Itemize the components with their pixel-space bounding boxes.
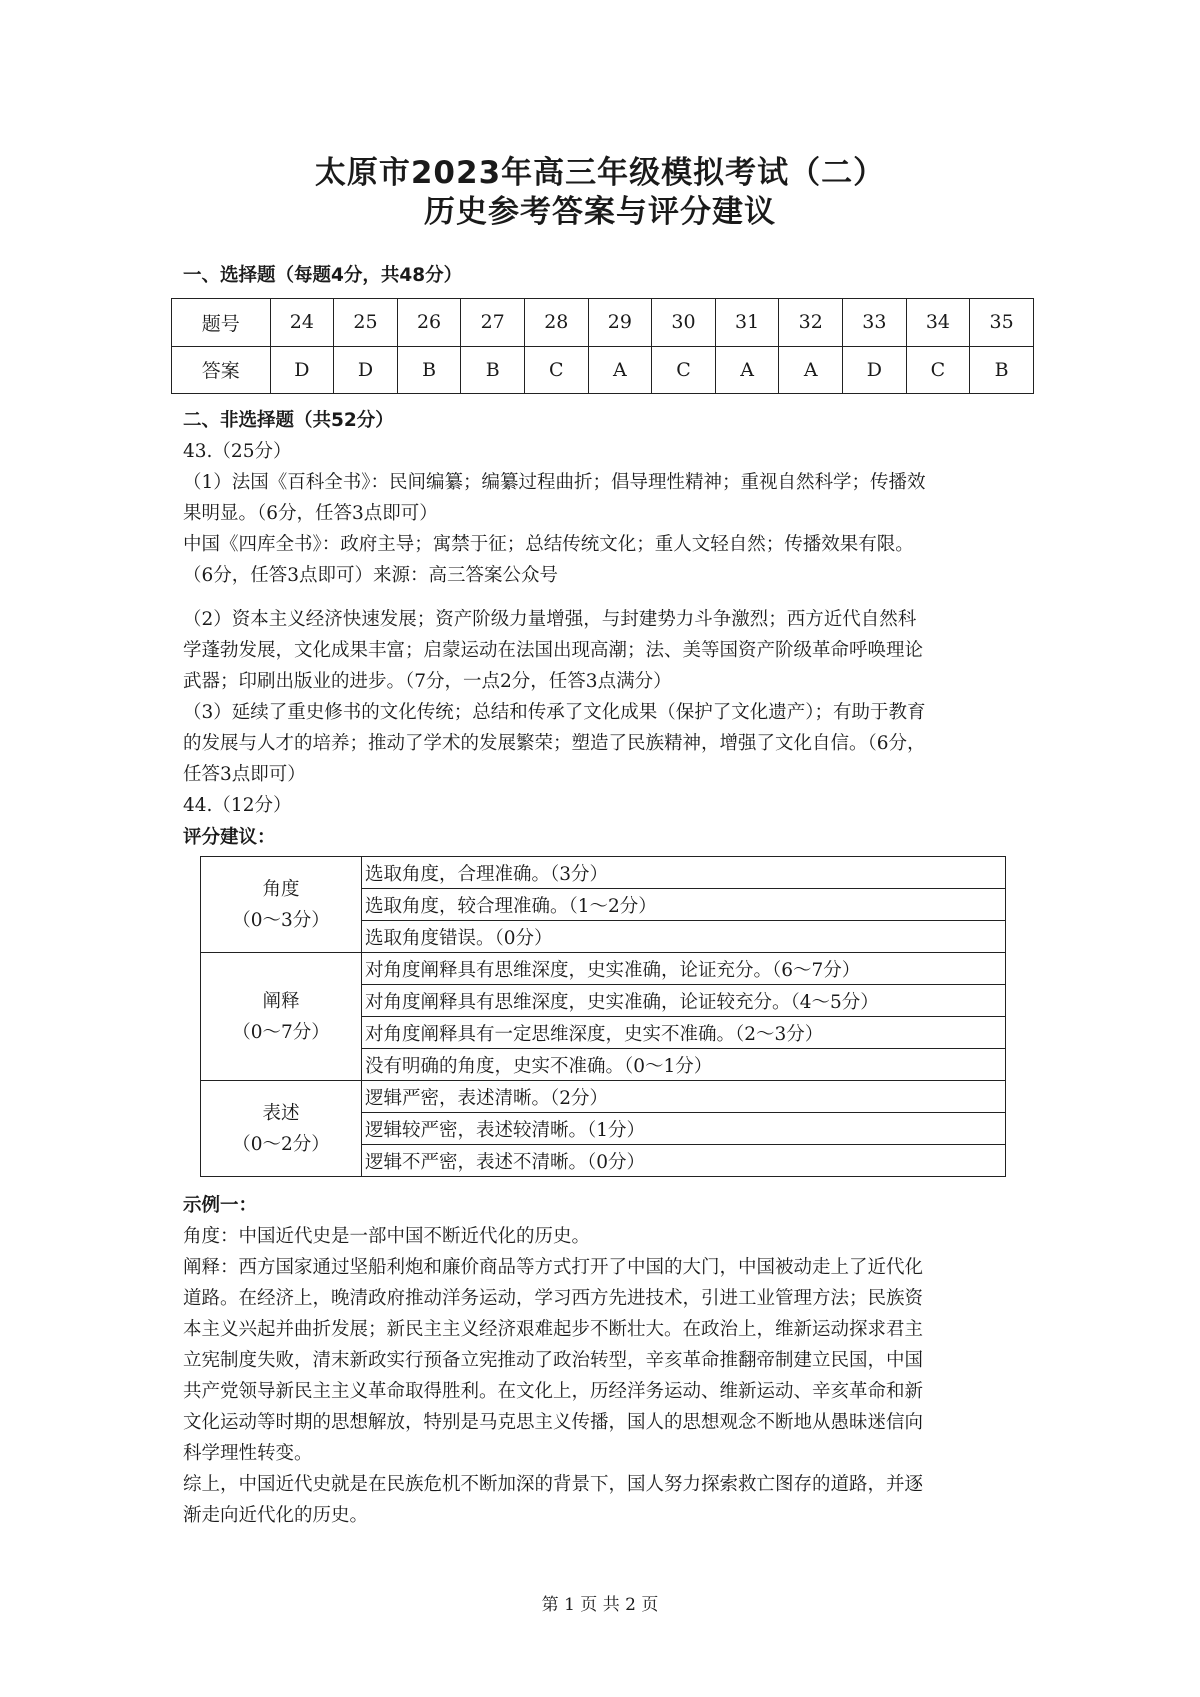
rubric-criterion: 没有明确的角度，史实不准确。（0～1分） xyxy=(362,1049,1006,1081)
category-range: （0～7分） xyxy=(232,1021,330,1043)
example-line: 科学理性转变。 xyxy=(183,1443,313,1464)
answer-row xyxy=(172,346,1034,394)
q44-header: 44.（12分） xyxy=(183,795,292,816)
answer-cell: C xyxy=(652,346,716,394)
section2-heading: 二、非选择题（共52分） xyxy=(183,410,394,431)
answer-cell: C xyxy=(524,346,588,394)
answer-cell: C xyxy=(906,346,970,394)
category-range: （0～3分） xyxy=(232,909,330,931)
rubric-category-expression xyxy=(201,1081,362,1177)
example-line: 共产党领导新民主主义革命取得胜利。在文化上，历经洋务运动、维新运动、辛亥革命和新 xyxy=(183,1381,924,1402)
answer-cell: A xyxy=(715,346,779,394)
question-number: 26 xyxy=(397,299,461,347)
answer-cell: A xyxy=(779,346,843,394)
example-heading: 示例一： xyxy=(183,1195,258,1216)
answer-cell: B xyxy=(970,346,1034,394)
answer-key-table xyxy=(171,298,1034,394)
answer-cell: B xyxy=(397,346,461,394)
row-label: 题号 xyxy=(172,299,271,347)
rubric-criterion: 选取角度错误。（0分） xyxy=(362,921,1006,953)
rubric-category-explanation xyxy=(201,953,362,1081)
question-number: 30 xyxy=(652,299,716,347)
row-label: 答案 xyxy=(172,346,271,394)
question-number: 35 xyxy=(970,299,1034,347)
question-number: 25 xyxy=(334,299,398,347)
rubric-category-angle xyxy=(201,857,362,953)
q43-line: 中国《四库全书》：政府主导；寓禁于征；总结传统文化；重人文轻自然；传播效果有限。 xyxy=(183,534,914,555)
q43-line: （3）延续了重史修书的文化传统；总结和传承了文化成果（保护了文化遗产）；有助于教育 xyxy=(183,702,926,723)
question-number: 34 xyxy=(906,299,970,347)
q43-line: （1）法国《百科全书》：民间编纂；编纂过程曲折；倡导理性精神；重视自然科学；传播效 xyxy=(183,472,926,493)
example-line: 阐释：西方国家通过坚船利炮和廉价商品等方式打开了中国的大门，中国被动走上了近代化 xyxy=(183,1257,924,1278)
page-footer: 第 1 页 共 2 页 xyxy=(541,1595,659,1615)
q43-line: 学蓬勃发展，文化成果丰富；启蒙运动在法国出现高潮；法、美等国资产阶级革命呼唤理论 xyxy=(183,640,924,661)
example-line: 本主义兴起并曲折发展；新民主主义经济艰难起步不断壮大。在政治上，维新运动探求君主 xyxy=(183,1319,924,1340)
q43-line: 武器；印刷出版业的进步。（7分，一点2分，任答3点满分） xyxy=(183,671,672,692)
answer-cell: D xyxy=(843,346,907,394)
example-line: 渐走向近代化的历史。 xyxy=(183,1505,369,1526)
q43-header: 43.（25分） xyxy=(183,441,292,462)
answer-cell: A xyxy=(588,346,652,394)
question-number: 31 xyxy=(715,299,779,347)
answer-cell: B xyxy=(461,346,525,394)
example-line: 角度：中国近代史是一部中国不断近代化的历史。 xyxy=(183,1226,591,1247)
example-line: 道路。在经济上，晚清政府推动洋务运动，学习西方先进技术，引进工业管理方法；民族资 xyxy=(183,1288,924,1309)
example-line: 综上，中国近代史就是在民族危机不断加深的背景下，国人努力探索救亡图存的道路，并逐 xyxy=(183,1474,924,1495)
rubric-criterion: 逻辑较严密，表述较清晰。（1分） xyxy=(362,1113,1006,1145)
answer-cell: D xyxy=(334,346,398,394)
example-line: 文化运动等时期的思想解放，特别是马克思主义传播，国人的思想观念不断地从愚昧迷信向 xyxy=(183,1412,924,1433)
question-number: 33 xyxy=(843,299,907,347)
q43-line: 任答3点即可） xyxy=(183,764,306,785)
rubric-criterion: 对角度阐释具有思维深度，史实准确，论证充分。（6～7分） xyxy=(362,953,1006,985)
q43-line: （6分，任答3点即可）来源：高三答案公众号 xyxy=(183,565,559,586)
q43-line: 果明显。（6分，任答3点即可） xyxy=(183,503,438,524)
category-range: （0～2分） xyxy=(232,1133,330,1155)
category-name: 阐释 xyxy=(262,990,300,1012)
question-number: 29 xyxy=(588,299,652,347)
question-number: 32 xyxy=(779,299,843,347)
question-number: 27 xyxy=(461,299,525,347)
q43-line: （2）资本主义经济快速发展；资产阶级力量增强，与封建势力斗争激烈；西方近代自然科 xyxy=(183,609,917,630)
question-number: 28 xyxy=(524,299,588,347)
document-title: 太原市2023年高三年级模拟考试（二） xyxy=(314,155,886,191)
question-number: 24 xyxy=(270,299,334,347)
question-number-row xyxy=(172,299,1034,347)
rubric-table xyxy=(200,856,1006,1177)
document-subtitle: 历史参考答案与评分建议 xyxy=(424,194,776,230)
answer-cell: D xyxy=(270,346,334,394)
rubric-criterion: 对角度阐释具有思维深度，史实准确，论证较充分。（4～5分） xyxy=(362,985,1006,1017)
q43-line: 的发展与人才的培养；推动了学术的发展繁荣；塑造了民族精神，增强了文化自信。（6分， xyxy=(183,733,926,754)
section1-heading: 一、选择题（每题4分，共48分） xyxy=(183,265,463,286)
rubric-heading: 评分建议： xyxy=(183,827,276,848)
rubric-criterion: 选取角度，合理准确。（3分） xyxy=(362,857,1006,889)
category-name: 表述 xyxy=(262,1102,300,1124)
example-line: 立宪制度失败，清末新政实行预备立宪推动了政治转型，辛亥革命推翻帝制建立民国，中国 xyxy=(183,1350,924,1371)
rubric-criterion: 逻辑不严密，表述不清晰。（0分） xyxy=(362,1145,1006,1177)
rubric-criterion: 对角度阐释具有一定思维深度，史实不准确。（2～3分） xyxy=(362,1017,1006,1049)
category-name: 角度 xyxy=(262,878,300,900)
rubric-criterion: 选取角度，较合理准确。（1～2分） xyxy=(362,889,1006,921)
rubric-criterion: 逻辑严密，表述清晰。（2分） xyxy=(362,1081,1006,1113)
